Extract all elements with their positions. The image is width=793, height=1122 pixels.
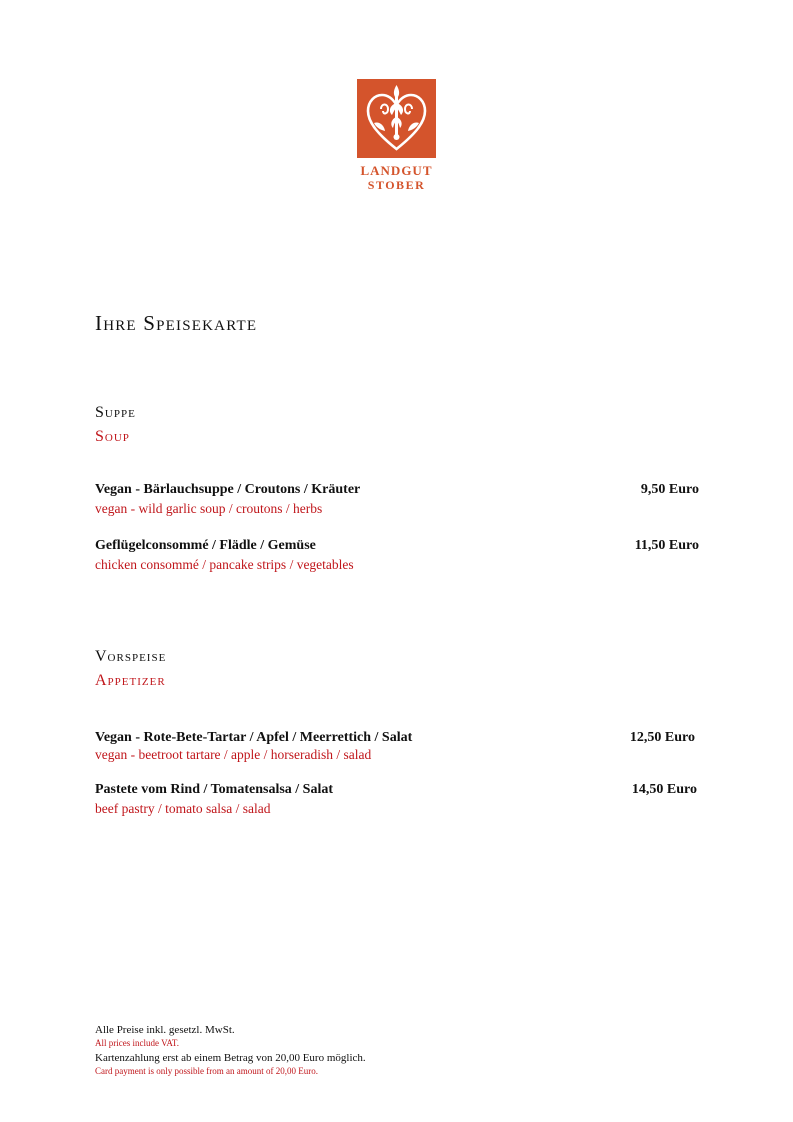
section-title-soup-en: Soup — [95, 428, 130, 445]
menu-item-description-en: vegan - beetroot tartare / apple / horseradish / salad — [95, 747, 372, 762]
menu-item-price: 12,50 Euro — [629, 730, 695, 745]
footer-card-note-de: Kartenzahlung erst ab einem Betrag von 20,00 Euro möglich. — [95, 1052, 366, 1064]
brand-name-line1: LANDGUT — [360, 163, 433, 178]
footer-vat-note-en: All prices include VAT. — [95, 1038, 179, 1048]
section-title-appetizer-de: Vorspeise — [95, 648, 167, 665]
menu-item-name: Pastete vom Rind / Tomatensalsa / Salat — [95, 782, 334, 797]
brand-name-line2: STOBER — [367, 178, 426, 192]
menu-item-description-en: vegan - wild garlic soup / croutons / herbs — [95, 501, 323, 516]
menu-item-price: 14,50 Euro — [631, 782, 697, 797]
menu-item-description-en: beef pastry / tomato salsa / salad — [95, 801, 271, 816]
section-title-soup-de: Suppe — [95, 404, 136, 421]
menu-item-price: 11,50 Euro — [634, 538, 699, 553]
ornamental-heart-fleur-icon — [357, 79, 436, 158]
menu-item-name: Vegan - Rote-Bete-Tartar / Apfel / Meerrettich / Salat — [95, 730, 413, 745]
menu-item-price: 9,50 Euro — [640, 482, 699, 497]
brand-logo — [357, 79, 436, 158]
menu-item-name: Vegan - Bärlauchsuppe / Croutons / Kräuter — [95, 482, 361, 497]
page-title: Ihre Speisekarte — [95, 311, 258, 335]
section-title-appetizer-en: Appetizer — [95, 672, 166, 689]
footer-vat-note-de: Alle Preise inkl. gesetzl. MwSt. — [95, 1024, 235, 1036]
menu-item-name: Geflügelconsommé / Flädle / Gemüse — [95, 538, 316, 553]
footer-card-note-en: Card payment is only possible from an amount of 20,00 Euro. — [95, 1066, 318, 1076]
menu-item-description-en: chicken consommé / pancake strips / vegetables — [95, 557, 354, 572]
